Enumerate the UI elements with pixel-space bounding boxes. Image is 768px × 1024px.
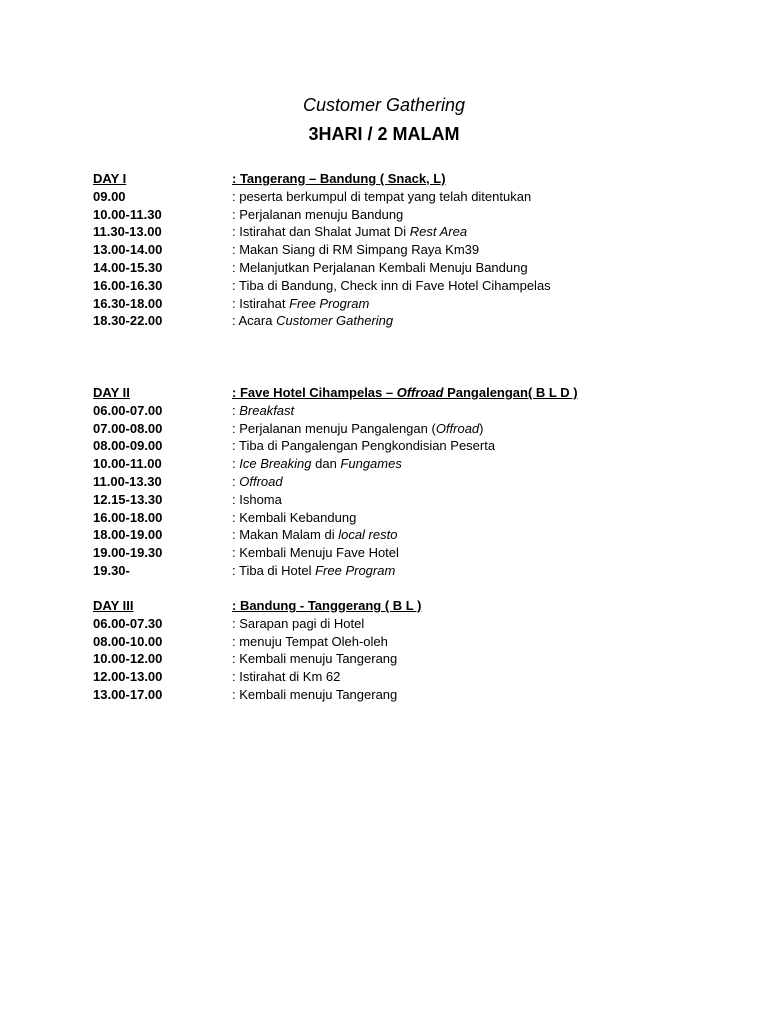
schedule-row bbox=[93, 668, 713, 686]
day-label: DAY III bbox=[93, 598, 134, 613]
schedule-row bbox=[93, 544, 713, 562]
activity-text: : Makan Siang di RM Simpang Raya Km39 bbox=[232, 242, 480, 258]
activity-text: Free Program bbox=[289, 295, 370, 311]
activity-text: : Istirahat dan Shalat Jumat Di bbox=[232, 224, 410, 240]
schedule-activity bbox=[232, 295, 369, 313]
schedule-row bbox=[93, 223, 713, 241]
day-route bbox=[232, 170, 446, 188]
activity-text: : Acara bbox=[232, 313, 277, 329]
activity-text: : Sarapan pagi di Hotel bbox=[232, 615, 365, 631]
schedule-activity bbox=[232, 312, 393, 330]
schedule-activity bbox=[232, 615, 364, 633]
schedule-activity bbox=[232, 562, 395, 580]
activity-text: : Kembali menuju Tangerang bbox=[232, 686, 398, 702]
day-route-part: : Bandung - Tanggerang ( B L ) bbox=[232, 598, 422, 613]
activity-text: Ice Breaking bbox=[239, 456, 312, 472]
schedule-row bbox=[93, 241, 713, 259]
activity-text: Offroad bbox=[435, 420, 480, 436]
schedule-time: 19.30- bbox=[93, 562, 130, 578]
activity-text: dan bbox=[311, 456, 341, 472]
schedule-activity bbox=[232, 188, 531, 206]
schedule-activity bbox=[232, 277, 551, 295]
schedule-row bbox=[93, 188, 713, 206]
schedule-row bbox=[93, 615, 713, 633]
activity-text: : Perjalanan menuju Pangalengan ( bbox=[232, 420, 436, 436]
schedule-time: 06.00-07.00 bbox=[93, 402, 163, 418]
activity-text: : Kembali menuju Tangerang bbox=[232, 651, 398, 667]
schedule-activity bbox=[232, 633, 388, 651]
activity-text: : Kembali Kebandung bbox=[232, 509, 357, 525]
schedule-row bbox=[93, 562, 713, 580]
schedule-row bbox=[93, 420, 713, 438]
activity-text: local resto bbox=[338, 527, 398, 543]
activity-text: : peserta berkumpul di tempat yang telah ditentukan bbox=[232, 188, 532, 204]
activity-text: : Istirahat di Km 62 bbox=[232, 669, 341, 685]
day-label: DAY II bbox=[93, 385, 130, 400]
schedule-time: 11.00-13.30 bbox=[93, 473, 162, 489]
schedule-time: 16.30-18.00 bbox=[93, 295, 163, 311]
schedule-time: 08.00-10.00 bbox=[93, 633, 163, 649]
schedule-activity bbox=[232, 668, 340, 686]
schedule-time: 12.00-13.00 bbox=[93, 669, 163, 685]
schedule-row bbox=[93, 633, 713, 651]
schedule-row bbox=[93, 312, 713, 330]
activity-text: : Tiba di Pangalengan Pengkondisian Peserta bbox=[232, 438, 496, 454]
activity-text: Rest Area bbox=[409, 224, 468, 240]
schedule-time: 18.00-19.00 bbox=[93, 527, 163, 543]
schedule-time: 18.30-22.00 bbox=[93, 313, 163, 329]
activity-text: Offroad bbox=[239, 473, 283, 489]
schedule-activity bbox=[232, 686, 397, 704]
schedule-row bbox=[93, 277, 713, 295]
schedule-activity bbox=[232, 526, 397, 544]
schedule-activity bbox=[232, 455, 402, 473]
schedule-activity bbox=[232, 544, 399, 562]
activity-text: : bbox=[232, 456, 240, 472]
activity-text: : Melanjutkan Perjalanan Kembali Menuju Bandung bbox=[232, 259, 528, 275]
day-header bbox=[93, 597, 713, 615]
schedule-time: 11.30-13.00 bbox=[93, 224, 162, 240]
schedule-time: 13.00-14.00 bbox=[93, 242, 163, 258]
schedule-activity bbox=[232, 259, 528, 277]
activity-text: : bbox=[232, 402, 240, 418]
day-route-part: Offroad bbox=[396, 385, 444, 400]
schedule-activity bbox=[232, 509, 356, 527]
activity-text: : bbox=[232, 473, 240, 489]
schedule-row bbox=[93, 206, 713, 224]
document-title: Customer Gathering bbox=[302, 95, 466, 115]
schedule-time: 13.00-17.00 bbox=[93, 686, 163, 702]
schedule-row bbox=[93, 509, 713, 527]
document-subtitle: 3HARI / 2 MALAM bbox=[308, 124, 460, 144]
schedule-activity bbox=[232, 223, 467, 241]
activity-text: Fungames bbox=[340, 456, 402, 472]
schedule-activity bbox=[232, 437, 495, 455]
activity-text: : Ishoma bbox=[232, 491, 282, 507]
schedule-time: 08.00-09.00 bbox=[93, 438, 163, 454]
schedule-time: 19.00-19.30 bbox=[93, 545, 163, 561]
activity-text: : Kembali Menuju Fave Hotel bbox=[232, 545, 399, 561]
schedule-time: 06.00-07.30 bbox=[93, 615, 163, 631]
schedule-row bbox=[93, 259, 713, 277]
schedule-row bbox=[93, 473, 713, 491]
activity-text: Breakfast bbox=[239, 402, 295, 418]
day-header bbox=[93, 170, 713, 188]
schedule-row bbox=[93, 402, 713, 420]
schedule-row bbox=[93, 650, 713, 668]
schedule-time: 12.15-13.30 bbox=[93, 491, 163, 507]
activity-text: : Makan Malam di bbox=[232, 527, 339, 543]
day-route-part: Pangalengan( B L D ) bbox=[443, 385, 578, 400]
day-route-part: : Fave Hotel Cihampelas – bbox=[232, 385, 397, 400]
activity-text: : Istirahat bbox=[232, 295, 290, 311]
schedule-row bbox=[93, 437, 713, 455]
schedule-time: 10.00-11.30 bbox=[93, 206, 162, 222]
activity-text: Free Program bbox=[315, 562, 396, 578]
day-route-part: : Tangerang – Bandung ( Snack, L) bbox=[232, 171, 446, 186]
day-header bbox=[93, 384, 713, 402]
schedule-time: 09.00 bbox=[93, 188, 126, 204]
activity-text: : Perjalanan menuju Bandung bbox=[232, 206, 404, 222]
schedule-time: 16.00-18.00 bbox=[93, 509, 163, 525]
schedule-row bbox=[93, 491, 713, 509]
schedule-row bbox=[93, 686, 713, 704]
schedule-time: 07.00-08.00 bbox=[93, 420, 163, 436]
schedule-time: 16.00-16.30 bbox=[93, 277, 163, 293]
schedule-activity bbox=[232, 420, 484, 438]
schedule-row bbox=[93, 455, 713, 473]
activity-text: ) bbox=[479, 420, 484, 436]
day-1-section bbox=[93, 170, 713, 330]
day-route bbox=[232, 384, 578, 402]
day-route bbox=[232, 597, 421, 615]
activity-text: : Tiba di Bandung, Check inn di Fave Hotel Cihampelas bbox=[232, 277, 551, 293]
schedule-row bbox=[93, 295, 713, 313]
activity-text: : menuju Tempat Oleh-oleh bbox=[232, 633, 388, 649]
activity-text: : Tiba di Hotel bbox=[232, 562, 316, 578]
schedule-time: 10.00-12.00 bbox=[93, 651, 163, 667]
schedule-activity bbox=[232, 241, 479, 259]
schedule-activity bbox=[232, 402, 294, 420]
schedule-row bbox=[93, 526, 713, 544]
schedule-time: 14.00-15.30 bbox=[93, 259, 163, 275]
day-2-section bbox=[93, 384, 713, 580]
schedule-activity bbox=[232, 491, 282, 509]
activity-text: Customer Gathering bbox=[276, 313, 394, 329]
schedule-activity bbox=[232, 473, 283, 491]
schedule-activity bbox=[232, 650, 397, 668]
schedule-time: 10.00-11.00 bbox=[93, 456, 162, 472]
day-3-section bbox=[93, 597, 713, 704]
schedule-activity bbox=[232, 206, 403, 224]
day-label: DAY I bbox=[93, 171, 127, 186]
